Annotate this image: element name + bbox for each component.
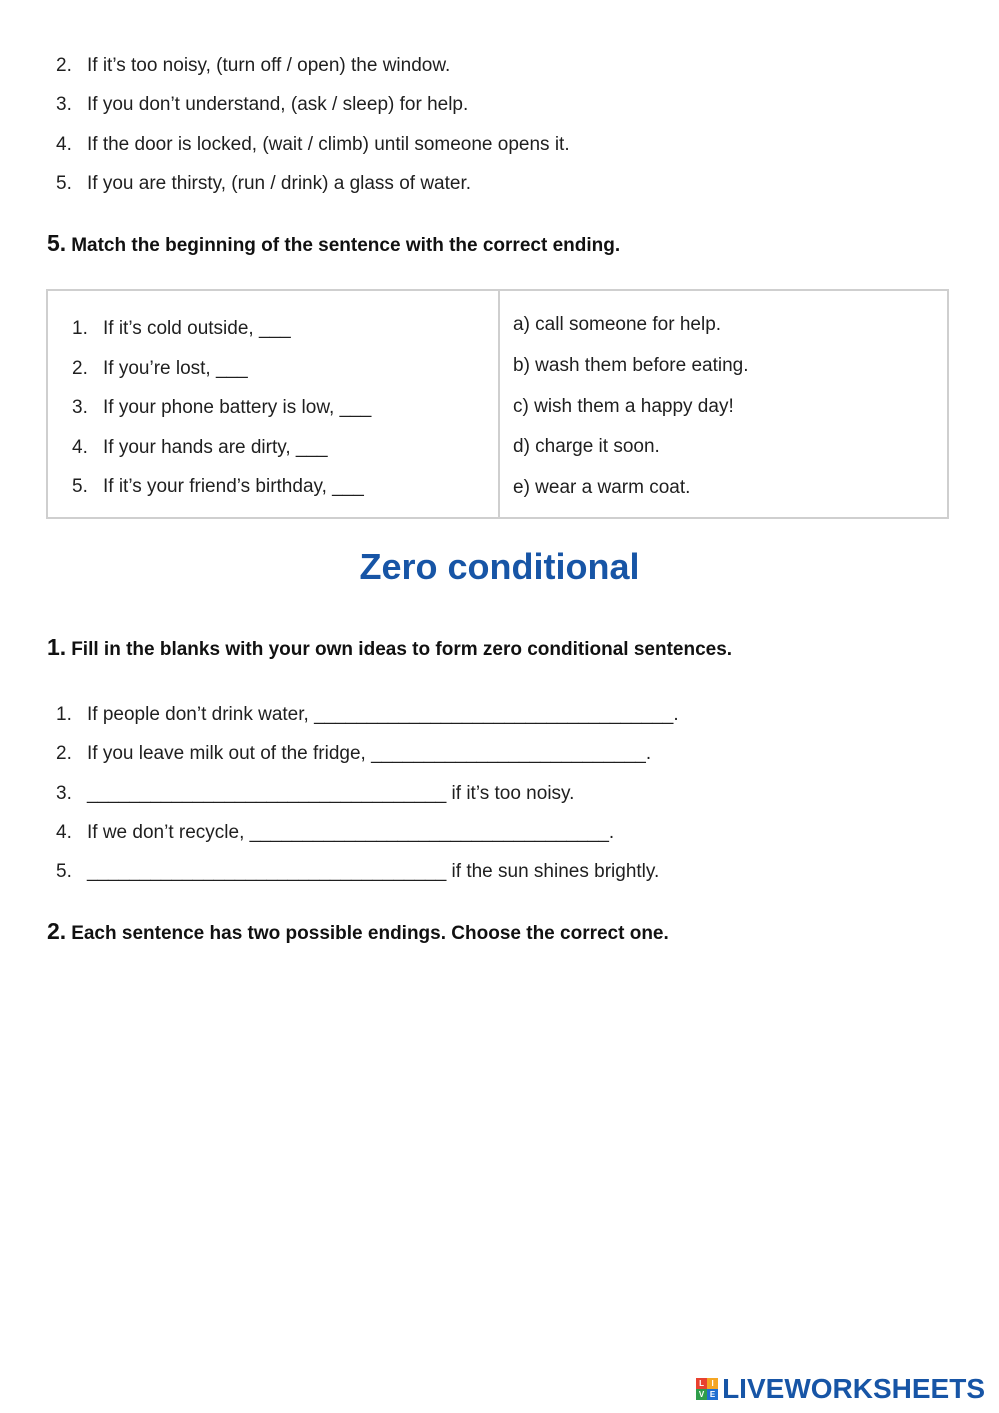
item-number: 4.	[56, 133, 72, 155]
item-number: 3.	[72, 397, 88, 418]
list-item	[56, 813, 679, 852]
zero-exercise1-list	[56, 695, 679, 891]
item-number: 5.	[56, 861, 72, 883]
item-number: 3.	[56, 782, 72, 804]
sentence-endings-column	[500, 291, 947, 517]
beginning-text: If it’s cold outside, ___	[103, 318, 291, 339]
list-item	[56, 774, 679, 813]
sentence-beginnings-column	[48, 291, 500, 517]
fill-in-sentence: If we don’t recycle, __________________________________.	[87, 821, 615, 843]
beginning-text: If it’s your friend’s birthday, ___	[103, 476, 364, 497]
item-number: 1.	[56, 704, 72, 725]
item-number: 1.	[72, 318, 88, 339]
exercise-instruction: Each sentence has two possible endings. Choose the correct one.	[71, 923, 669, 944]
logo-mark-letter: I	[707, 1378, 718, 1389]
beginning-text: If your phone battery is low, ___	[103, 397, 372, 418]
ending-option: e) wear a warm coat.	[513, 477, 691, 499]
ending-option: b) wash them before eating.	[513, 354, 749, 376]
logo-text: LIVEWORKSHEETS	[722, 1373, 985, 1404]
fill-in-sentence: __________________________________ if it’s too noisy.	[87, 782, 575, 804]
item-number: 4.	[72, 436, 88, 458]
table-row	[72, 349, 498, 389]
list-item	[56, 734, 679, 773]
ending-option: c) wish them a happy day!	[513, 395, 734, 417]
logo-mark-letter: E	[707, 1389, 718, 1400]
table-row	[72, 388, 498, 428]
zero-exercise1-heading	[47, 634, 732, 661]
item-text: If you don’t understand, (ask / sleep) for help.	[87, 94, 469, 116]
zero-exercise2-heading	[47, 918, 669, 945]
exercise-instruction: Match the beginning of the sentence with the correct ending.	[71, 235, 621, 256]
item-text: If you are thirsty, (run / drink) a glass of water.	[87, 172, 472, 194]
fill-in-sentence: If you leave milk out of the fridge, __________________________.	[87, 743, 652, 765]
beginning-text: If you’re lost, ___	[103, 357, 248, 379]
liveworksheets-logo[interactable]	[696, 1373, 985, 1405]
exercise4-list	[56, 46, 570, 203]
section-title: Zero conditional	[359, 546, 640, 587]
fill-in-sentence: If people don’t drink water, __________________________________.	[87, 704, 679, 725]
item-number: 5.	[72, 476, 88, 497]
item-number: 5.	[56, 172, 72, 194]
table-row	[72, 428, 498, 468]
table-row	[72, 309, 498, 349]
matching-table	[46, 289, 949, 519]
exercise5-heading	[47, 230, 620, 257]
list-item	[56, 125, 570, 164]
item-number: 2.	[56, 743, 72, 765]
list-item	[56, 85, 570, 124]
ending-option: a) call someone for help.	[513, 314, 722, 335]
ending-option: d) charge it soon.	[513, 436, 660, 458]
exercise-number: 2.	[47, 918, 67, 944]
item-number: 3.	[56, 94, 72, 116]
fill-in-sentence: __________________________________ if the sun shines brightly.	[87, 861, 660, 883]
list-item	[56, 695, 679, 734]
item-number: 4.	[56, 821, 72, 843]
exercise-number: 5.	[47, 230, 67, 256]
item-text: If the door is locked, (wait / climb) until someone opens it.	[87, 133, 570, 155]
exercise-number: 1.	[47, 634, 67, 660]
beginning-text: If your hands are dirty, ___	[103, 436, 328, 458]
logo-mark-letter: V	[696, 1389, 707, 1400]
item-number: 2.	[56, 55, 72, 76]
logo-mark-icon	[696, 1378, 718, 1400]
exercise-instruction: Fill in the blanks with your own ideas to form zero conditional sentences.	[71, 639, 733, 660]
list-item	[56, 164, 570, 203]
logo-mark-letter: L	[696, 1378, 707, 1389]
item-number: 2.	[72, 357, 88, 379]
item-text: If it’s too noisy, (turn off / open) the window.	[87, 55, 451, 76]
list-item	[56, 46, 570, 85]
table-row	[72, 467, 498, 507]
list-item	[56, 852, 679, 891]
